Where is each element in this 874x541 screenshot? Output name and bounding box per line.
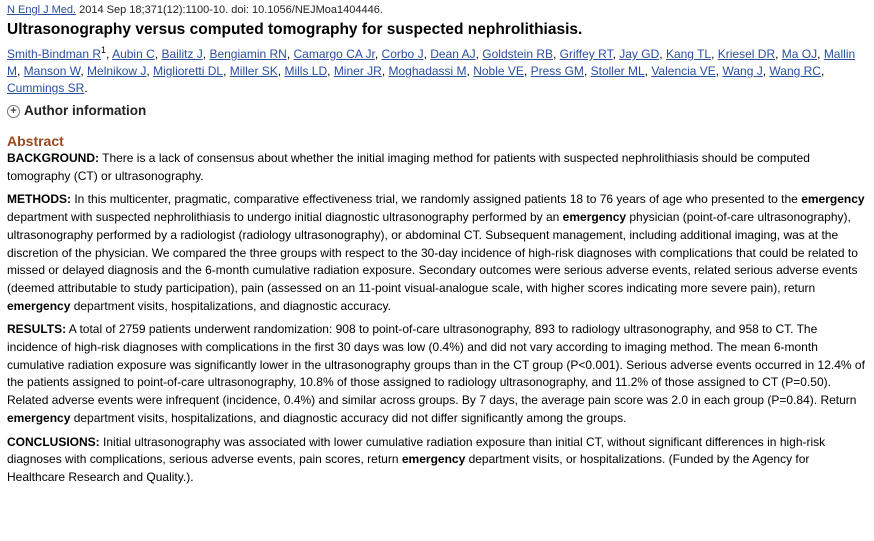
- author-link[interactable]: Miner JR: [333, 64, 382, 78]
- author-link[interactable]: Mallin M: [7, 47, 856, 78]
- author-link[interactable]: Noble VE: [473, 64, 524, 78]
- author-link[interactable]: Cummings SR: [7, 81, 85, 95]
- abstract-section-background: [7, 150, 867, 185]
- journal-link[interactable]: N Engl J Med.: [7, 4, 77, 16]
- author-link[interactable]: Smith-Bindman R: [7, 47, 102, 61]
- author-link[interactable]: Wang RC: [769, 64, 821, 78]
- highlighted-term: emergency: [562, 210, 627, 225]
- author-link[interactable]: Mills LD: [284, 64, 328, 78]
- author-link[interactable]: Goldstein RB: [482, 47, 553, 61]
- abstract-heading: Abstract: [7, 133, 64, 149]
- author-link[interactable]: Dean AJ: [430, 47, 476, 61]
- author-link[interactable]: Miller SK: [229, 64, 278, 78]
- abstract-body: [7, 150, 867, 487]
- highlighted-term: emergency: [801, 192, 865, 207]
- author-information-toggle[interactable]: [7, 102, 867, 120]
- author-list: Smith-Bindman $R^1$, Aubin C, Bailitz J, Bengiamin RN, Camargo CA Jr, Corbo J, Dean AJ, Goldstein RB, Griffey RT, Jay GD, Kang TL, Kriesel DR, Ma OJ, Mallin M, Manson W, Melnikow J, Miglioretti DL, Miller SK, Mills LD, Miner JR, Moghadassi M, Noble VE, Press GM, Stoller ML, Valencia VE, Wang J, Wang RC, Cummings SR.: [7, 45, 856, 95]
- section-label: METHODS:: [7, 192, 71, 207]
- author-link[interactable]: Griffey RT: [559, 47, 613, 61]
- author-link[interactable]: Manson W: [23, 64, 81, 78]
- highlighted-term: emergency: [7, 298, 71, 313]
- section-label: CONCLUSIONS:: [7, 434, 100, 449]
- author-link[interactable]: Moghadassi M: [388, 64, 467, 78]
- author-link[interactable]: Aubin C: [112, 47, 155, 61]
- article-title: Ultrasonography versus computed tomography for suspected nephrolithiasis.: [7, 21, 583, 38]
- author-link[interactable]: Press GM: [530, 64, 584, 78]
- section-text: In this multicenter, pragmatic, comparative effectiveness trial, we randomly assigned patients 18 to 76 years of age who presented to the emergency department with suspected nephrolithiasis to undergo initial diagnostic ultrasonography performed by an emergency physician (point-of-care ultrasonography), ultrasonography performed by a radiologist (radiology ultrasonography), or abdominal CT. Subsequent management, including additional imaging, was at the discretion of the physician. We compared the three groups with respect to the 30-day incidence of high-risk diagnoses with complications that could be related to missed or delayed diagnosis and the 6-month cumulative radiation exposure. Secondary outcomes were serious adverse events, related serious adverse events (deemed attributable to study participation), pain (assessed on an 11-point visual-analogue scale, with higher scores indicating more severe pain), return emergency department visits, hospitalizations, and diagnostic accuracy.: [7, 192, 865, 313]
- author-link[interactable]: Ma OJ: [781, 47, 818, 61]
- section-label: BACKGROUND:: [7, 151, 99, 165]
- author-link[interactable]: Kriesel DR: [717, 47, 776, 61]
- author-link[interactable]: Stoller ML: [590, 64, 645, 78]
- author-link[interactable]: Melnikow J: [87, 64, 147, 78]
- citation-line: [7, 3, 867, 18]
- abstract-section-conclusions: [7, 434, 867, 487]
- section-text: Initial ultrasonography was associated with lower cumulative radiation exposure than initial CT, without significant differences in high-risk diagnoses with complications, serious adverse events, pain scores, return emergency department visits, or hospitalizations. (Funded by the Agency for Healthcare Research and Quality.).: [7, 434, 826, 484]
- author-link[interactable]: Jay GD: [619, 47, 660, 61]
- section-label: RESULTS:: [7, 322, 67, 337]
- expand-plus-icon[interactable]: +: [7, 105, 20, 118]
- highlighted-term: emergency: [7, 410, 71, 425]
- author-link[interactable]: Valencia VE: [651, 64, 716, 78]
- affiliation-superscript: 1: [101, 45, 107, 55]
- section-text: There is a lack of consensus about whether the initial imaging method for patients with suspected nephrolithiasis should be computed tomography (CT) or ultrasonography.: [7, 151, 810, 183]
- author-link[interactable]: Wang J: [722, 64, 763, 78]
- author-link[interactable]: Camargo CA Jr: [293, 47, 375, 61]
- abstract-section-results: [7, 321, 867, 427]
- author-link[interactable]: Corbo J: [381, 47, 424, 61]
- author-information-label: Author information: [24, 103, 147, 118]
- highlighted-term: emergency: [401, 452, 466, 467]
- section-text: A total of 2759 patients underwent randomization: 908 to point-of-care ultrasonography, 893 to radiology ultrasonography, and 958 to CT. The incidence of high-risk diagnoses with complications in the first 30 days was low (0.4%) and did not vary according to imaging method. The mean 6-month cumulative radiation exposure was significantly lower in the ultrasonography groups than in the CT group (P<0.001). Serious adverse events occurred in 12.4% of the patients assigned to point-of-care ultrasonography, 10.8% of those assigned to radiology ultrasonography, and 11.2% of those assigned to CT (P=0.50). Related adverse events were infrequent (incidence, 0.4%) and similar across groups. By 7 days, the average pain score was 2.0 in each group (P=0.84). Return emergency department visits, hospitalizations, and diagnostic accuracy did not differ significantly among the groups.: [7, 322, 865, 425]
- author-link[interactable]: Bailitz J: [161, 47, 203, 61]
- author-link[interactable]: Kang TL: [665, 47, 712, 61]
- abstract-section-methods: [7, 191, 867, 315]
- author-link[interactable]: Bengiamin RN: [209, 47, 287, 61]
- author-link[interactable]: Miglioretti DL: [153, 64, 224, 78]
- citation-details: 2014 Sep 18;371(12):1100-10. doi: 10.1056/NEJMoa1404446.: [76, 4, 383, 16]
